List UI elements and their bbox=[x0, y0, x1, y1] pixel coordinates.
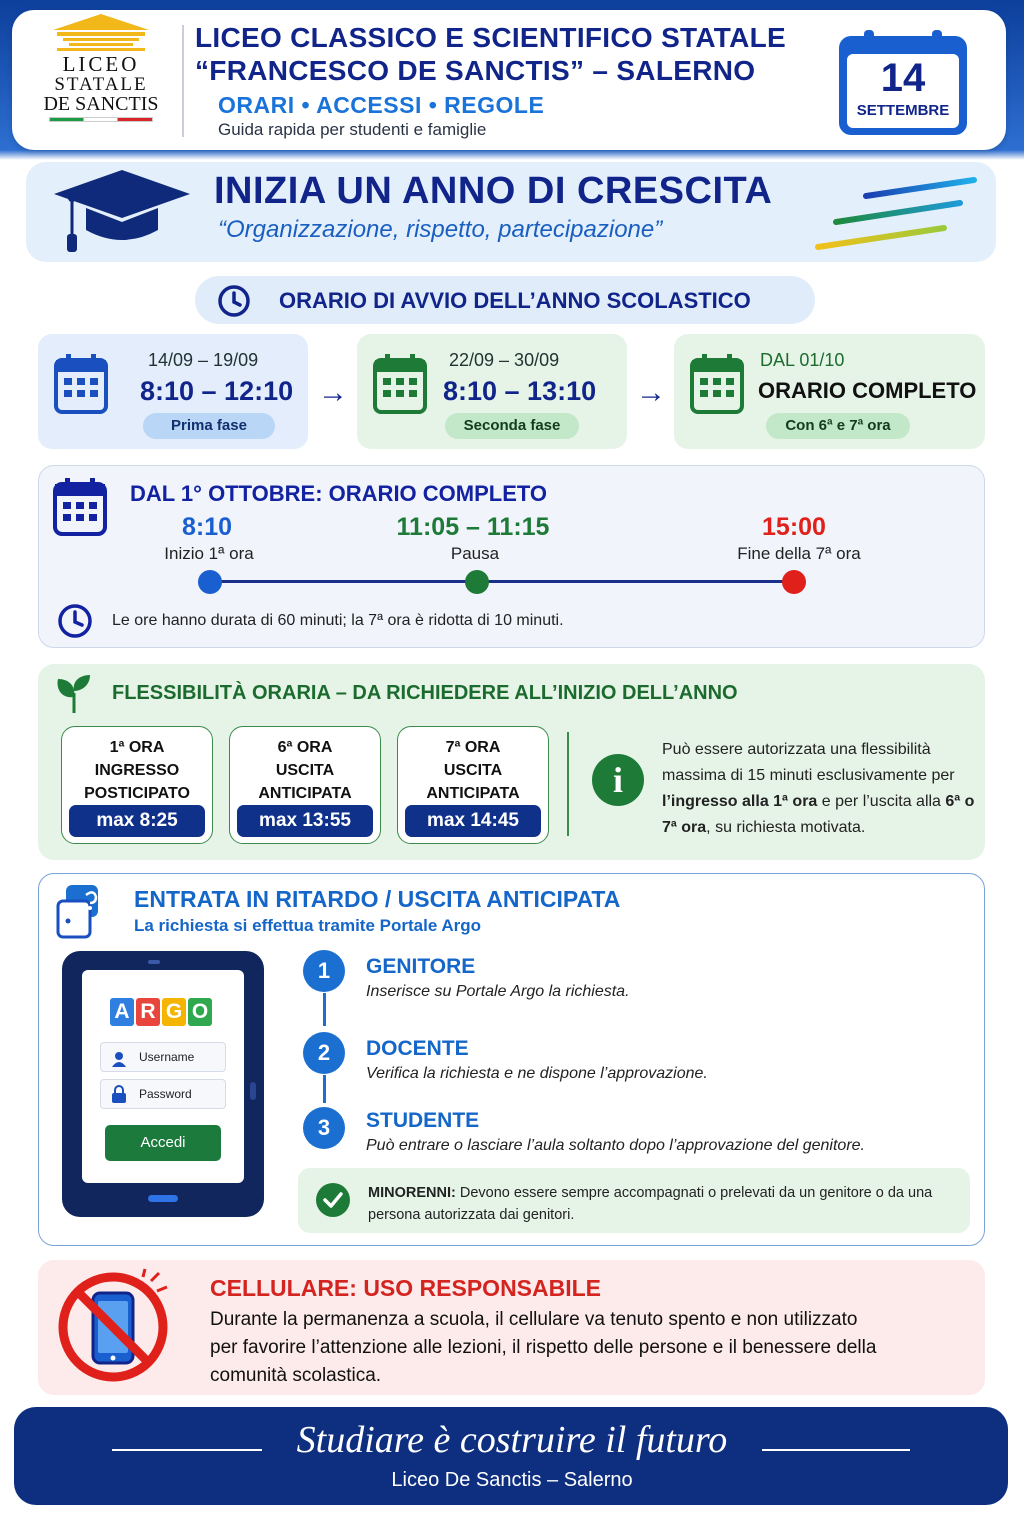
flex-card-line3: POSTICIPATO bbox=[84, 785, 190, 802]
minors-note-box bbox=[298, 1168, 970, 1233]
phase-card-1 bbox=[38, 334, 308, 449]
phase-time: 8:10 – 12:10 bbox=[140, 376, 294, 406]
flex-info-text bbox=[662, 737, 980, 841]
flex-card-first-hour bbox=[61, 726, 213, 844]
flex-info-part: , su richiesta motivata. bbox=[706, 819, 866, 836]
footer-motto: Studiare è costruire il futuro bbox=[296, 1419, 728, 1461]
tablet-side-button bbox=[250, 1082, 256, 1100]
step-title-parent: GENITORE bbox=[366, 955, 476, 978]
schedule-title-text: ORARIO DI AVVIO DELL’ANNO SCOLASTICO bbox=[279, 288, 751, 313]
flex-card-max: max 14:45 bbox=[405, 805, 541, 837]
timeline-title: DAL 1° OTTOBRE: ORARIO COMPLETO bbox=[130, 481, 548, 506]
calendar-date-icon bbox=[838, 30, 968, 136]
flex-card-seventh-hour bbox=[397, 726, 549, 844]
arrow-right-icon: → bbox=[318, 376, 348, 409]
username-placeholder: Username bbox=[139, 1050, 195, 1064]
step-title-teacher: DOCENTE bbox=[366, 1037, 469, 1060]
calendar-month: SETTEMBRE bbox=[856, 102, 950, 119]
timeline-note: Le ore hanno durata di 60 minuti; la 7ª ora è ridotta di 10 minuti. bbox=[112, 612, 564, 629]
temple-icon bbox=[51, 12, 151, 52]
phone-rule-title: CELLULARE: USO RESPONSABILE bbox=[210, 1275, 602, 1301]
flex-card-line2: USCITA bbox=[275, 762, 335, 779]
timeline-label-break: Pausa bbox=[450, 544, 500, 563]
clock-icon bbox=[57, 603, 93, 644]
minors-label: MINORENNI: bbox=[368, 1185, 456, 1201]
phase-dates: 22/09 – 30/09 bbox=[449, 350, 560, 370]
header-guide-text: Guida rapida per studenti e famiglie bbox=[218, 120, 487, 139]
flex-card-line3: ANTICIPATA bbox=[426, 785, 520, 802]
info-icon: i bbox=[592, 754, 644, 806]
argo-login-screen bbox=[82, 970, 244, 1183]
tablet-home-button bbox=[148, 1195, 178, 1202]
flex-card-max: max 8:25 bbox=[69, 805, 205, 837]
flex-card-line2: INGRESSO bbox=[94, 762, 180, 779]
timeline-time-start: 8:10 bbox=[181, 513, 233, 541]
check-icon bbox=[316, 1183, 350, 1217]
username-field[interactable] bbox=[100, 1042, 226, 1072]
phase-dates: DAL 01/10 bbox=[760, 350, 845, 370]
school-name-line2: “FRANCESCO DE SANCTIS” – SALERNO bbox=[195, 55, 756, 86]
clock-icon bbox=[217, 284, 251, 318]
flex-card-line3: ANTICIPATA bbox=[258, 785, 352, 802]
calendar-icon bbox=[53, 477, 107, 542]
header-subtitle: ORARI • ACCESSI • REGOLE bbox=[218, 92, 545, 118]
step-number-2: 2 bbox=[303, 1032, 345, 1074]
phase-dates: 14/09 – 19/09 bbox=[148, 350, 259, 370]
flex-info-bold: 6ª o 7ª ora bbox=[662, 793, 975, 836]
italian-flag-stripe bbox=[49, 117, 153, 122]
header-divider bbox=[182, 25, 184, 137]
flex-info-part: e per l’uscita alla bbox=[817, 793, 946, 810]
calendar-icon bbox=[690, 352, 744, 416]
no-phone-icon bbox=[55, 1267, 175, 1387]
school-logo bbox=[36, 12, 166, 134]
flex-card-sixth-hour bbox=[229, 726, 381, 844]
argo-logo-letter: A bbox=[110, 998, 134, 1026]
password-placeholder: Password bbox=[139, 1087, 192, 1101]
logo-line1: LICEO bbox=[62, 52, 140, 76]
phase-card-3 bbox=[674, 334, 985, 449]
argo-logo bbox=[110, 998, 212, 1026]
phone-rule-text: Durante la permanenza a scuola, il cellulare va tenuto spento e non utilizzato per favorire l’attenzione alle lezioni, il rispetto delle persone e il benessere della comunità scolastica. bbox=[210, 1309, 877, 1386]
argo-title: ENTRATA IN RITARDO / USCITA ANTICIPATA bbox=[134, 886, 621, 912]
calendar-icon bbox=[54, 352, 108, 416]
phase-chip: Con 6ª e 7ª ora bbox=[766, 413, 910, 439]
logo-line3: DE SANCTIS bbox=[43, 93, 159, 115]
step-number-3: 3 bbox=[303, 1107, 345, 1149]
argo-logo-letter: R bbox=[136, 998, 160, 1026]
graduation-cap-icon bbox=[52, 168, 192, 258]
calendar-day: 14 bbox=[880, 56, 926, 100]
calendar-icon bbox=[373, 352, 427, 416]
flexibility-title: FLESSIBILITÀ ORARIA – DA RICHIEDERE ALL’INIZIO DELL’ANNO bbox=[112, 682, 738, 704]
banner-title: INIZIA UN ANNO DI CRESCITA bbox=[214, 170, 773, 212]
flex-card-max: max 13:55 bbox=[237, 805, 373, 837]
timeline-time-break: 11:05 – 11:15 bbox=[396, 513, 550, 541]
phase-chip: Prima fase bbox=[143, 413, 275, 439]
argo-logo-letter: O bbox=[188, 998, 212, 1026]
password-field[interactable] bbox=[100, 1079, 226, 1109]
step-connector bbox=[323, 1075, 326, 1103]
minors-text: Devono essere sempre accompagnati o prelevati da un genitore o da una persona autorizzata dai genitori. bbox=[368, 1185, 933, 1223]
decorative-stripes bbox=[810, 170, 980, 255]
timeline-dot-start bbox=[198, 570, 222, 594]
step-desc-parent: Inserisce su Portale Argo la richiesta. bbox=[366, 983, 630, 1000]
timeline-time-end: 15:00 bbox=[762, 513, 826, 541]
phase-time: 8:10 – 13:10 bbox=[443, 376, 597, 406]
minors-note-text bbox=[368, 1182, 958, 1226]
banner-quote: “Organizzazione, rispetto, partecipazione” bbox=[218, 216, 663, 243]
step-title-student: STUDENTE bbox=[366, 1109, 480, 1132]
timeline-line bbox=[209, 580, 794, 583]
phase-time: ORARIO COMPLETO bbox=[758, 378, 977, 403]
flex-info-part: Può essere autorizzata una flessibilità massima di 15 minuti esclusivamente per bbox=[662, 741, 955, 784]
login-button[interactable]: Accedi bbox=[105, 1125, 221, 1161]
timeline-label-start: Inizio 1ª ora bbox=[164, 544, 254, 563]
timeline-dot-break bbox=[465, 570, 489, 594]
flex-card-line1: 1ª ORA bbox=[109, 739, 165, 756]
schedule-section-title bbox=[195, 276, 815, 324]
logo-line2: STATALE bbox=[54, 74, 148, 95]
lock-icon bbox=[111, 1085, 127, 1113]
step-connector bbox=[323, 993, 326, 1026]
flex-card-line2: USCITA bbox=[443, 762, 503, 779]
flex-divider bbox=[567, 732, 569, 836]
footer-school: Liceo De Sanctis – Salerno bbox=[391, 1469, 633, 1491]
argo-subtitle: La richiesta si effettua tramite Portale Argo bbox=[134, 916, 482, 935]
step-number-1: 1 bbox=[303, 950, 345, 992]
flex-card-line1: 6ª ORA bbox=[277, 739, 333, 756]
phase-chip: Seconda fase bbox=[445, 413, 579, 439]
flex-card-line1: 7ª ORA bbox=[445, 739, 501, 756]
phase-card-2 bbox=[357, 334, 627, 449]
timeline-dot-end bbox=[782, 570, 806, 594]
leaf-icon bbox=[54, 673, 94, 720]
step-desc-teacher: Verifica la richiesta e ne dispone l’approvazione. bbox=[366, 1065, 708, 1082]
user-icon bbox=[111, 1049, 127, 1077]
flex-info-bold: l’ingresso alla 1ª ora bbox=[662, 793, 818, 810]
step-desc-student: Può entrare o lasciare l’aula soltanto dopo l’approvazione del genitore. bbox=[366, 1137, 865, 1154]
timeline-label-end: Fine della 7ª ora bbox=[737, 544, 861, 563]
argo-logo-letter: G bbox=[162, 998, 186, 1026]
door-request-icon bbox=[56, 883, 112, 944]
tablet-camera bbox=[148, 960, 160, 964]
school-name-line1: LICEO CLASSICO E SCIENTIFICO STATALE bbox=[195, 22, 787, 53]
arrow-right-icon: → bbox=[636, 376, 666, 409]
